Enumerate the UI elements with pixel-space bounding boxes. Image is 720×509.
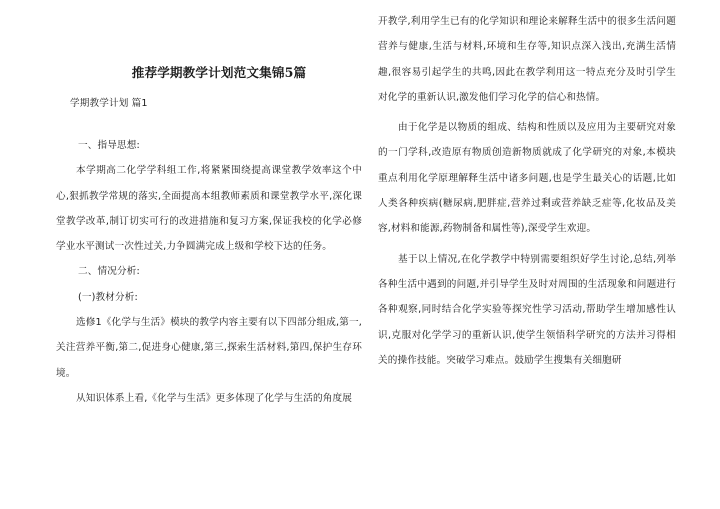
document-title: 推荐学期教学计划范文集锦5篇 (131, 65, 307, 80)
heading-guiding-ideology: 一、指导思想: (78, 140, 140, 151)
paragraph: 本学期高二化学学科组工作,将紧紧围绕提高课堂教学效率这个中心,狠抓教学常规的落实,全面提高本组教师素质和课堂教学水平,深化课堂教学改革,制订切实可行的改进措施和复习方案,保证我校的化学必修学业水平测试一次性过关,力争圆满完成上级和学校下达的任务。 (56, 165, 362, 253)
spacer (56, 115, 362, 133)
heading-situation-analysis: 二、情况分析: (78, 266, 140, 278)
section-subtitle: 学期教学计划 篇1 (70, 98, 148, 109)
paragraph: 基于以上情况,在化学教学中特别需要组织好学生讨论,总结,列举各种生活中遇到的问题,并引导学生及时对周围的生活现象和问题进行各种观察,同时结合化学实验等探究性学习活动,帮助学生增加感性认识,克服对化学学习的重新认识,使学生领悟科学研究的方法并习得相关的操作技能。突破学习难点。鼓励学生搜集有关细胞研 (378, 253, 676, 366)
paragraph-continued: 开教学,利用学生已有的化学知识和理论来解释生活中的很多生活问题营养与健康,生活与材料,环境和生存等,知识点深入浅出,充满生活情趣,很容易引起学生的共鸣,因此在教学利用这一特点充分及时引学生对化学的重新认识,激发他们学习化学的信心和热情。 (378, 16, 676, 103)
paragraph: 由于化学是以物质的组成、结构和性质以及应用为主要研究对象的一门学科,改造原有物质创造新物质就成了化学研究的对象,本模块重点利用化学原理解释生活中诸多问题,也是学生最关心的话题,比如人类各种疾病(糖尿病,肥胖症,营养过剩或营养缺乏症等,化妆品及美容,材料和能源,药物制备和属性等),深受学生欢迎。 (378, 122, 676, 235)
paragraph: 从知识体系上看,《化学与生活》更多体现了化学与生活的角度展 (76, 392, 353, 404)
heading-textbook-analysis: (一)教材分析: (78, 291, 138, 303)
left-column (56, 53, 362, 411)
right-column (378, 16, 676, 373)
paragraph: 选修1《化学与生活》模块的教学内容主要有以下四部分组成,第一,关注营养平衡,第二,促进身心健康,第三,探索生活材料,第四,保护生存环境。 (56, 317, 362, 379)
